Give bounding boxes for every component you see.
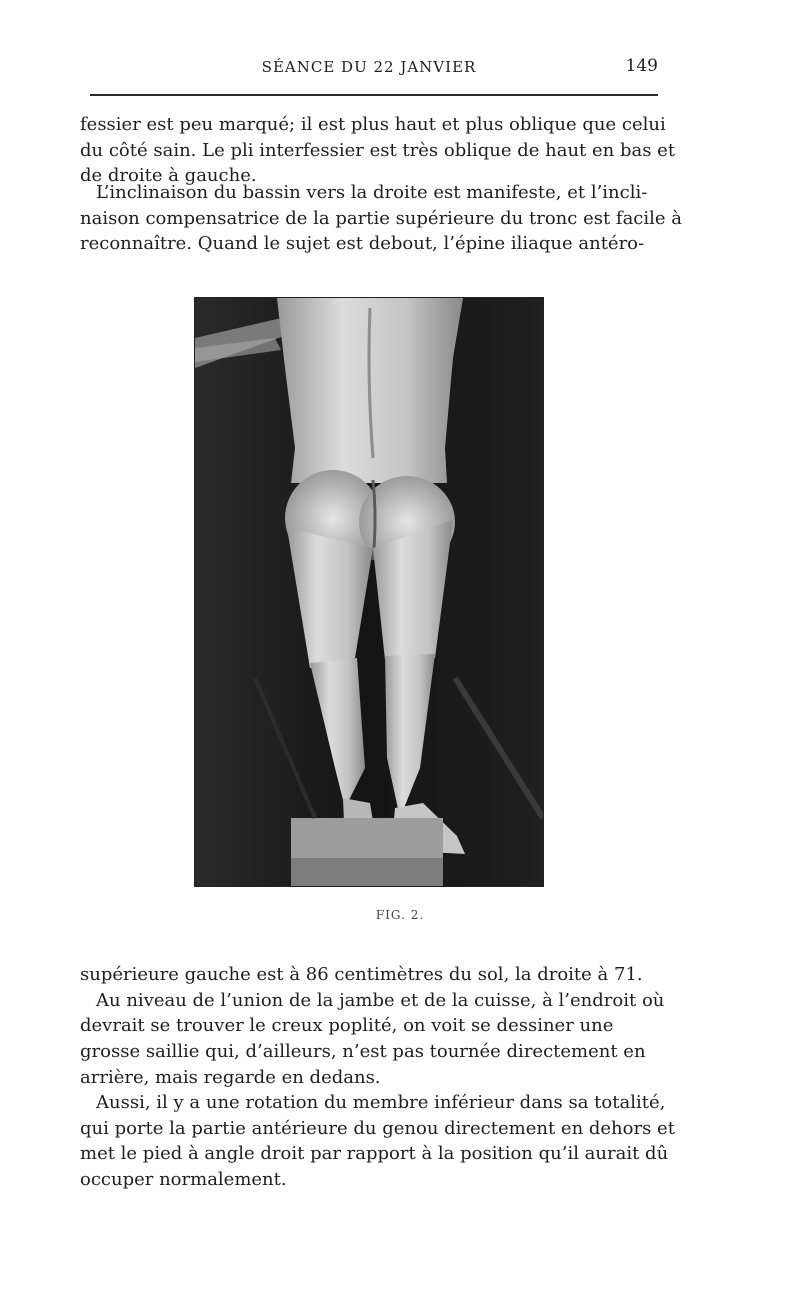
text-line: Aussi, il y a une rotation du membre inférieur dans sa totalité, bbox=[96, 1092, 666, 1113]
text-line: supérieure gauche est à 86 centimètres du sol, la droite à 71. bbox=[80, 964, 643, 985]
text-line: met le pied à angle droit par rapport à la position qu’il aurait dû bbox=[80, 1143, 669, 1165]
paragraph-2 bbox=[80, 180, 683, 257]
figure-caption: FIG. 2. bbox=[375, 908, 425, 922]
paragraph-1 bbox=[80, 112, 676, 189]
photograph-illustration bbox=[195, 298, 543, 886]
text-line: occuper normalement. bbox=[80, 1169, 287, 1191]
header-rule bbox=[90, 94, 658, 96]
paragraph-3 bbox=[80, 962, 668, 1091]
text-line: arrière, mais regarde en dedans. bbox=[80, 1066, 381, 1088]
paragraph-4 bbox=[80, 1090, 675, 1193]
running-title: SÉANCE DU 22 JANVIER bbox=[261, 58, 477, 76]
text-line: fessier est peu marqué; il est plus haut et plus oblique que celui bbox=[80, 114, 666, 135]
text-line: du côté sain. Le pli interfessier est très oblique de haut en bas et bbox=[80, 139, 676, 161]
figure-photograph bbox=[194, 297, 544, 887]
text-line: L’inclinaison du bassin vers la droite est manifeste, et l’incli- bbox=[96, 182, 648, 203]
running-header bbox=[80, 56, 658, 80]
text-line: naison compensatrice de la partie supérieure du tronc est facile à bbox=[80, 207, 683, 229]
page-number: 149 bbox=[625, 56, 658, 76]
text-line: grosse saillie qui, d’ailleurs, n’est pas tournée directement en bbox=[80, 1041, 646, 1063]
text-line: de droite à gauche. bbox=[80, 165, 257, 187]
text-line: Au niveau de l’union de la jambe et de la cuisse, à l’endroit où bbox=[96, 989, 665, 1011]
text-line: reconnaître. Quand le sujet est debout, l’épine iliaque antéro- bbox=[80, 233, 645, 255]
text-line: devrait se trouver le creux poplité, on voit se dessiner une bbox=[80, 1015, 614, 1037]
text-line: qui porte la partie antérieure du genou directement en dehors et bbox=[80, 1117, 675, 1139]
